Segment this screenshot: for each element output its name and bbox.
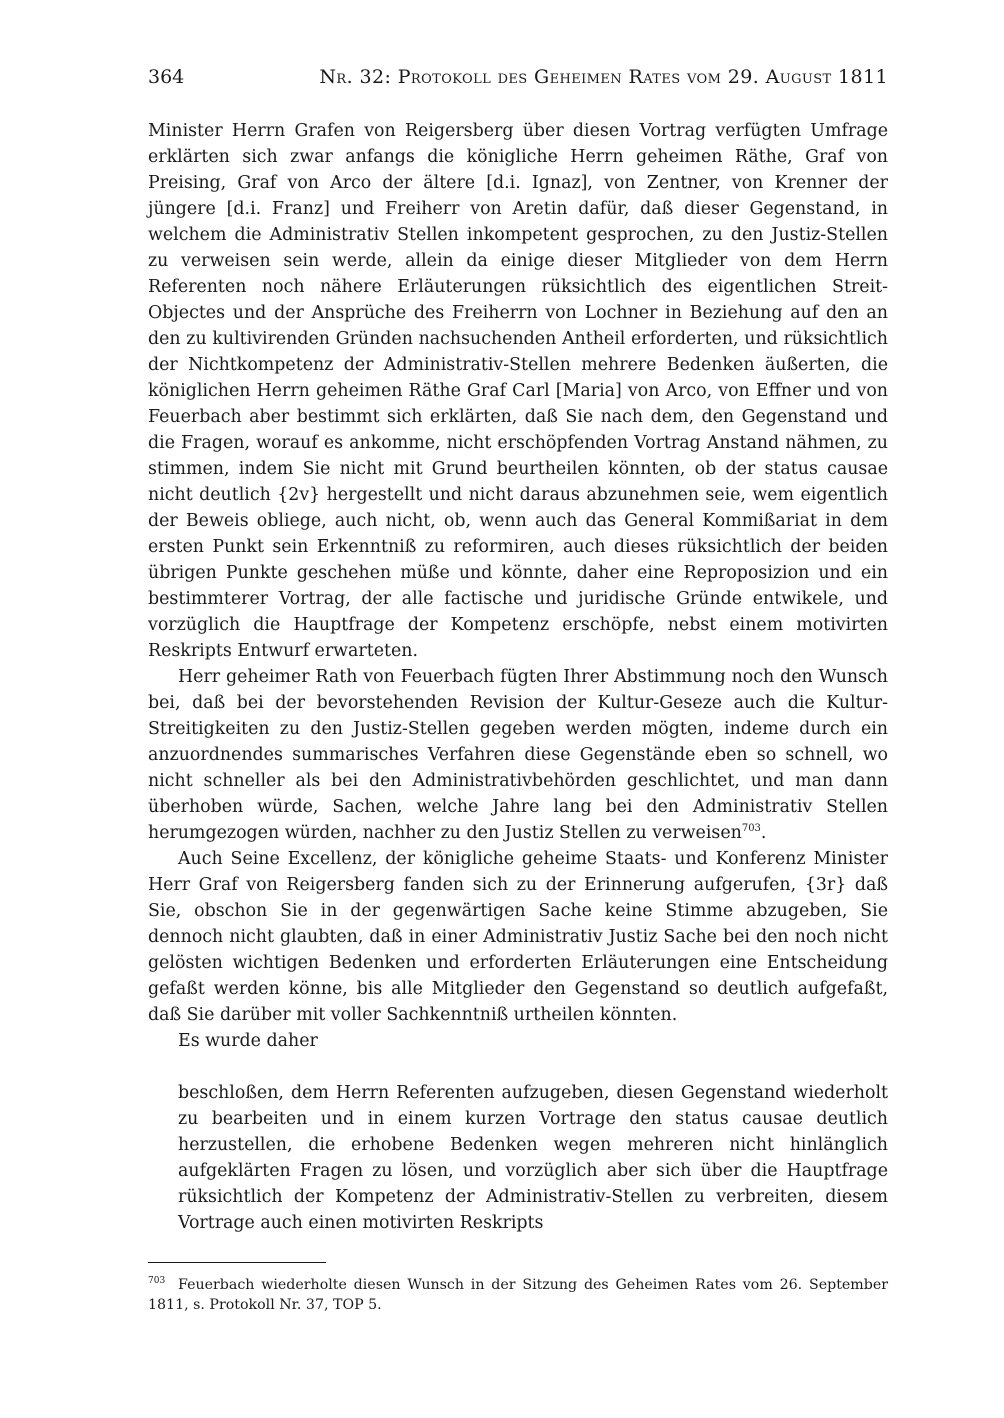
- running-title: Nr. 32: Protokoll des Geheimen Rates vom 29. August 1811: [319, 66, 888, 88]
- resolution-paragraph: beschloßen, dem Herrn Referenten aufzugeben, diesen Gegenstand wiederholt zu bearbeiten und in einem kurzen Vortrage den status causae deutlich herzustellen, die erhobene Bedenken wegen mehreren nicht hinlänglich aufgeklärten Fragen zu lösen, und vorzüglich aber sich über die Hauptfrage rüksichtlich der Kompetenz der Administrativ-Stellen zu verbreiten, diesem Vortrage auch einen motivirten Reskripts: [178, 1083, 888, 1233]
- body-text: [148, 118, 888, 1236]
- document-page: [148, 62, 888, 1315]
- paragraph-1: Minister Herrn Grafen von Reigersberg über diesen Vortrag verfügten Umfrage erklärten sich zwar anfangs die königliche Herrn geheimen Räthe, Graf von Preising, Graf von Arco der ältere [d.i. Ignaz], von Zentner, von Krenner der jüngere [d.i. Franz] und Freiherr von Aretin dafür, daß dieser Gegenstand, in welchem die Administrativ Stellen inkompetent gesprochen, zu den Justiz-Stellen zu verweisen sein werde, allein da einige dieser Mitglieder von dem Herrn Referenten noch nähere Erläuterungen rüksichtlich des eigentlichen Streit-Objectes und der Ansprüche des Freiherrn von Lochner in Beziehung auf den an den zu kultivirenden Gründen nachsuchenden Antheil erforderten, und rüksichtlich der Nichtkompetenz der Administrativ-Stellen mehrere Bedenken äußerten, die königlichen Herrn geheimen Räthe Graf Carl [Maria] von Arco, von Effner und von Feuerbach aber bestimmt sich erklärten, daß Sie nach dem, den Gegenstand und die Fragen, worauf es ankomme, nicht erschöpfenden Vortrag Anstand nähmen, zu stimmen, indem Sie nicht mit Grund beurtheilen könnten, ob der status causae nicht deutlich {2v} hergestellt und nicht daraus abzunehmen seie, wem eigentlich der Beweis obliege, auch nicht, ob, wenn auch das General Kommißariat in dem ersten Punkt sein Erkenntniß zu reformiren, auch dieses rüksichtlich der beiden übrigen Punkte geschehen müße und könnte, daher eine Reproposizion und ein bestimmterer Vortrag, der alle factische und juridische Gründe entwikele, und vorzüglich die Hauptfrage der Kompetenz erschöpfe, nebst einem motivirten Reskripts Entwurf erwarteten.: [148, 121, 888, 661]
- paragraph-3: Auch Seine Excellenz, der königliche geheime Staats- und Konferenz Minister Herr Graf von Reigersberg fanden sich zu der Erinnerung aufgerufen, {3r} daß Sie, obschon Sie in der gegenwärtigen Sache keine Stimme abzugeben, Sie dennoch nicht glaubten, daß in einer Administrativ Justiz Sache bei den noch nicht gelösten wichtigen Bedenken und erforderten Erläuterungen eine Entscheidung gefaßt werden könne, bis alle Mitglieder den Gegenstand so deutlich aufgefaßt, daß Sie darüber mit voller Sachkenntniß urtheilen könnten.: [148, 849, 888, 1025]
- paragraph-2-text: Herr geheimer Rath von Feuerbach fügten Ihrer Abstimmung noch den Wunsch bei, daß bei der bevorstehenden Revision der Kultur-Geseze auch die Kultur-Streitigkeiten zu den Justiz-Stellen gegeben werden mögten, indeme durch ein anzuordnendes summarisches Verfahren diese Gegenstände eben so schnell, wo nicht schneller als bei den Administrativbehörden geschlichtet, und man dann überhoben würde, Sachen, welche Jahre lang bei den Administrativ Stellen herumgezogen würden, nachher zu den Justiz Stellen zu verweisen: [148, 667, 888, 843]
- paragraph-2: [148, 664, 888, 846]
- running-head: [148, 62, 888, 92]
- page-number: 364: [148, 66, 185, 88]
- footnote-divider: [148, 1262, 326, 1263]
- footnote-text: Feuerbach wiederholte diesen Wunsch in der Sitzung des Geheimen Rates vom 26. September 1811, s. Protokoll Nr. 37, TOP 5.: [148, 1277, 888, 1313]
- paragraph-4: Es wurde daher: [178, 1031, 318, 1051]
- paragraph-2-end: .: [760, 823, 767, 843]
- footnote-703: 703 Feuerbach wiederholte diesen Wunsch in der Sitzung des Geheimen Rates vom 26. September 1811, s. Protokoll Nr. 37, TOP 5.: [148, 1276, 888, 1313]
- footnote-reference[interactable]: 703: [741, 823, 761, 835]
